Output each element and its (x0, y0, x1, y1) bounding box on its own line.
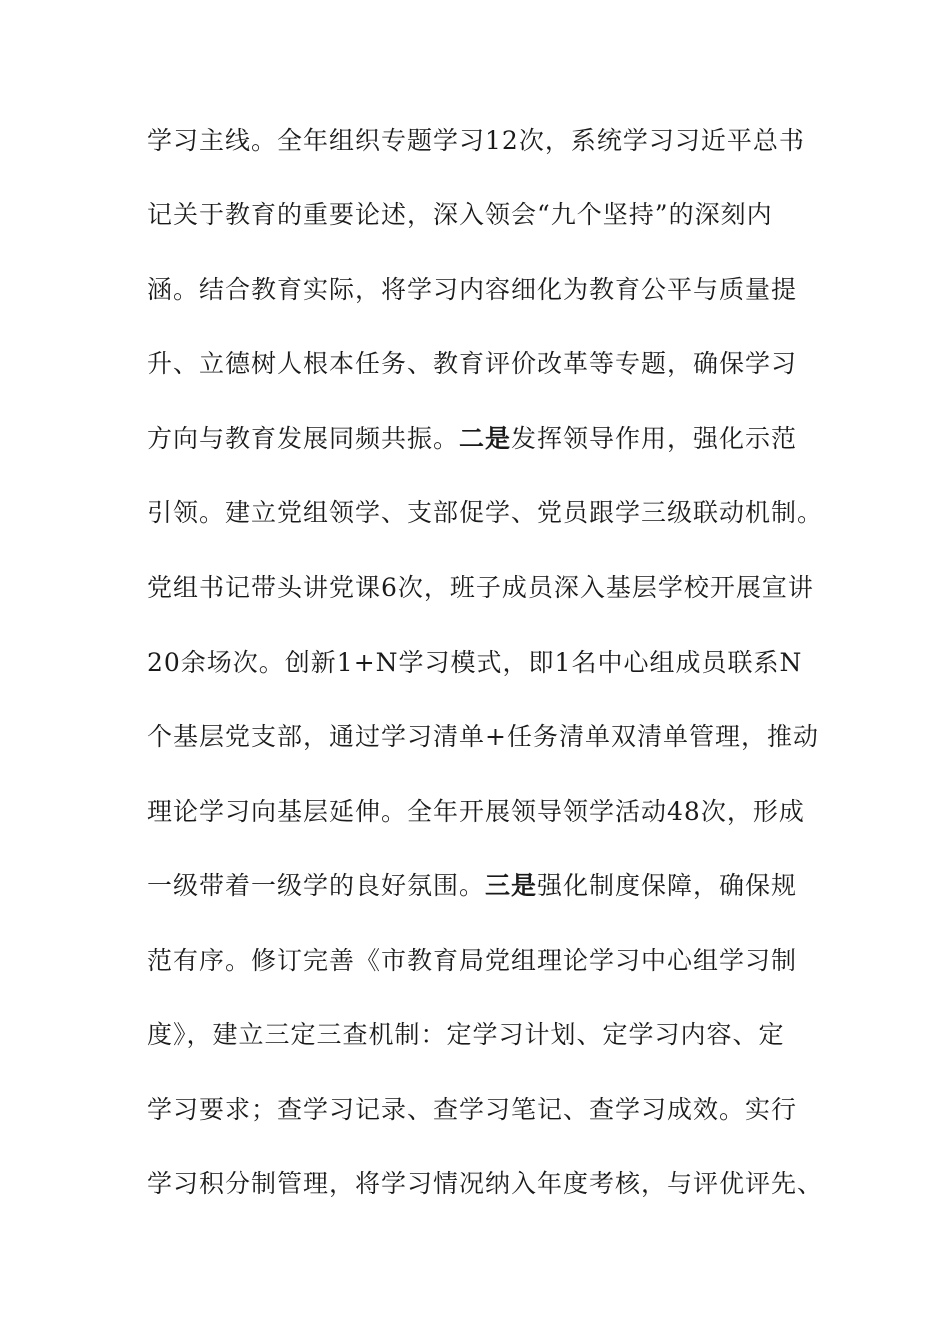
emphasis-text: 三是 (485, 871, 538, 900)
line-text: 发挥领导作用，强化示范 (511, 424, 798, 453)
paragraph-line: 升、立德树人根本任务、教育评价改革等专题，确保学习 (147, 349, 798, 378)
paragraph-line: 引领。建立党组领学、支部促学、党员跟学三级联动机制。 (147, 498, 824, 527)
paragraph-line: 涵。结合教育实际，将学习内容细化为教育公平与质量提 (147, 275, 798, 304)
paragraph-line (147, 424, 827, 454)
paragraph-line: 记关于教育的重要论述，深入领会“九个坚持”的深刻内 (147, 200, 773, 229)
paragraph-line: 学习主线。全年组织专题学习12次，系统学习习近平总书 (147, 126, 805, 155)
line-text: 强化制度保障，确保规 (537, 871, 798, 900)
paragraph-line: 学习积分制管理，将学习情况纳入年度考核，与评优评先、 (147, 1169, 824, 1198)
line-text: 方向与教育发展同频共振。 (147, 424, 460, 453)
paragraph-line: 学习要求；查学习记录、查学习笔记、查学习成效。实行 (147, 1095, 798, 1124)
emphasis-text: 二是 (459, 424, 512, 453)
paragraph-line: 党组书记带头讲党课6次，班子成员深入基层学校开展宣讲 (147, 573, 814, 602)
paragraph-line (147, 871, 827, 901)
line-text: 一级带着一级学的良好氛围。 (147, 871, 486, 900)
paragraph-line: 度》，建立三定三查机制：定学习计划、定学习内容、定 (147, 1020, 785, 1049)
paragraph-line: 理论学习向基层延伸。全年开展领导领学活动48次，形成 (147, 797, 805, 826)
paragraph-line: 范有序。修订完善《市教育局党组理论学习中心组学习制 (147, 946, 798, 975)
paragraph-line: 个基层党支部，通过学习清单+任务清单双清单管理，推动 (147, 722, 819, 751)
paragraph-line: 20余场次。创新1+N学习模式，即1名中心组成员联系N (147, 648, 803, 677)
